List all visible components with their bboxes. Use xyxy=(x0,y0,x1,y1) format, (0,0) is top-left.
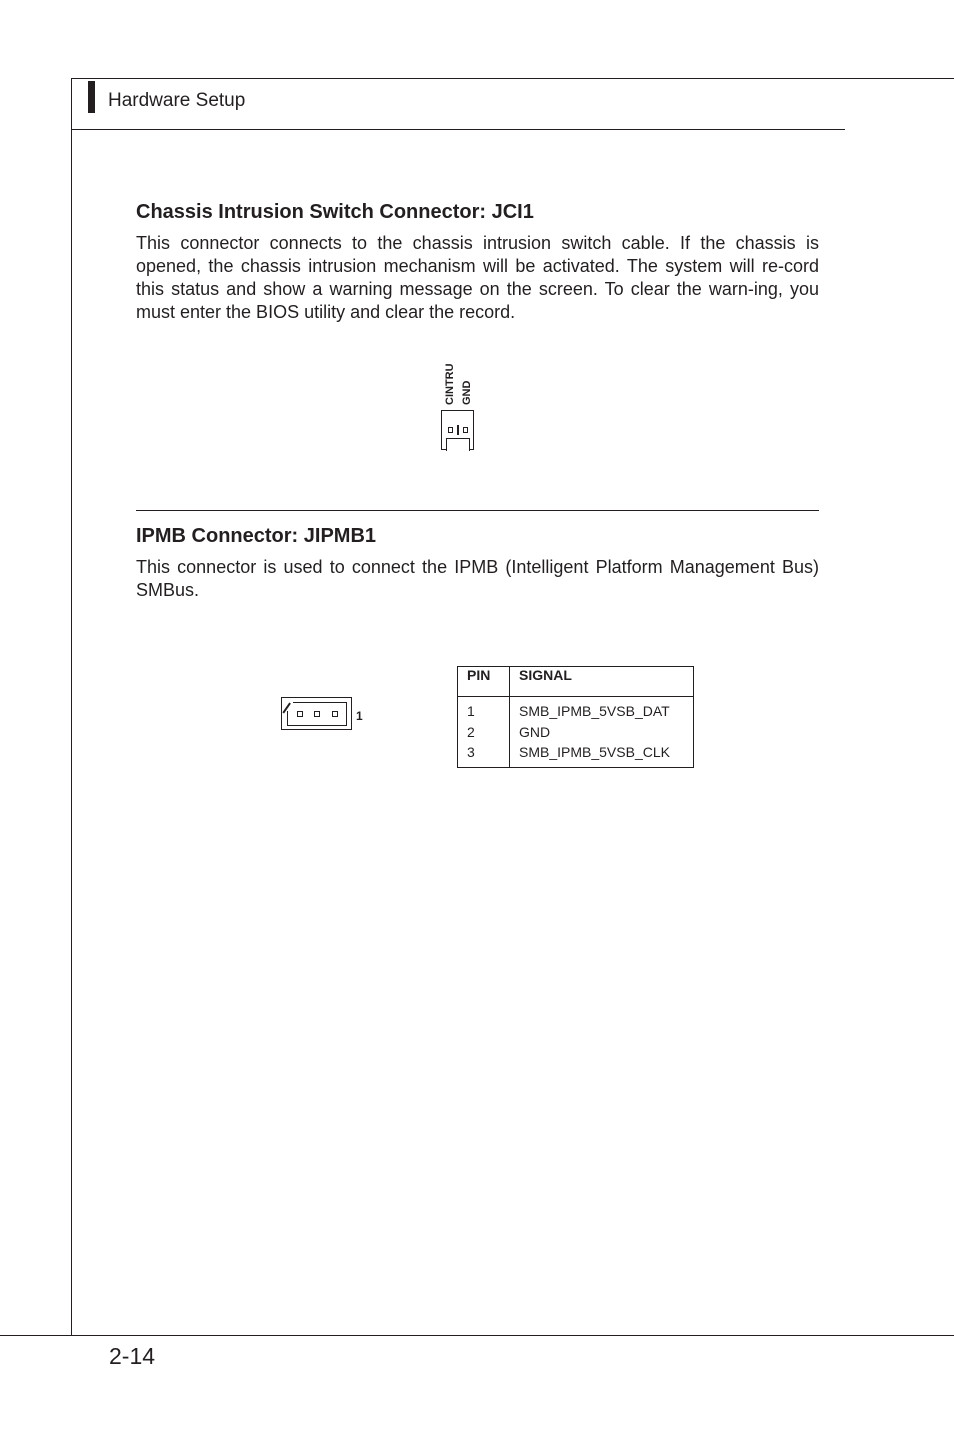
footer-rule xyxy=(0,1335,954,1336)
section-paragraph-jci1: This connector connects to the chassis intrusion switch cable. If the chassis is opened, the chassis intrusion mechanism will be activated. The system will re-cord this status and show a warning message on the screen. To clear the warn-ing, you must enter the BIOS utility and clear the record. xyxy=(136,233,819,322)
running-header: Hardware Setup xyxy=(108,90,246,111)
jci1-pin-label-gnd: GND xyxy=(461,380,473,405)
left-margin-rule xyxy=(71,78,72,1335)
table-header-pin: PIN xyxy=(458,667,510,697)
section-paragraph-jipmb1: This connector is used to connect the IPMB (Intelligent Platform Management Bus) SMBus. xyxy=(136,557,819,600)
jipmb1-pin-2 xyxy=(314,711,320,717)
jipmb1-pin-table xyxy=(457,666,694,768)
jci1-pin-divider xyxy=(457,425,459,435)
section-heading-jipmb1: IPMB Connector: JIPMB1 xyxy=(136,525,377,547)
pin-number: 1 xyxy=(467,703,475,719)
table-cell-signals xyxy=(510,697,694,768)
section-heading-jci1: Chassis Intrusion Switch Connector: JCI1 xyxy=(136,201,534,223)
table-cell-pins xyxy=(458,697,510,768)
header-bottom-rule xyxy=(71,129,845,130)
pin-signal: SMB_IPMB_5VSB_CLK xyxy=(519,744,670,760)
header-top-rule xyxy=(71,78,954,79)
table-header-signal: SIGNAL xyxy=(510,667,694,697)
table-header-row xyxy=(458,667,694,697)
table-row xyxy=(458,697,694,768)
header-marker-bar xyxy=(88,81,95,113)
page-number: 2-14 xyxy=(109,1343,156,1369)
jipmb1-pin-1 xyxy=(332,711,338,717)
jci1-pin-2 xyxy=(463,427,468,433)
jci1-pin-1 xyxy=(448,427,453,433)
pin-signal: SMB_IPMB_5VSB_DAT xyxy=(519,703,670,719)
jci1-header-key xyxy=(446,438,470,451)
pin-number: 2 xyxy=(467,723,475,740)
jci1-pin-label-cintru: CINTRU xyxy=(444,363,456,405)
section-divider xyxy=(136,510,819,511)
jipmb1-pin-3 xyxy=(297,711,303,717)
pin-number: 3 xyxy=(467,744,475,760)
jipmb1-pin1-marker: 1 xyxy=(356,709,363,723)
pin-signal: GND xyxy=(519,723,551,740)
